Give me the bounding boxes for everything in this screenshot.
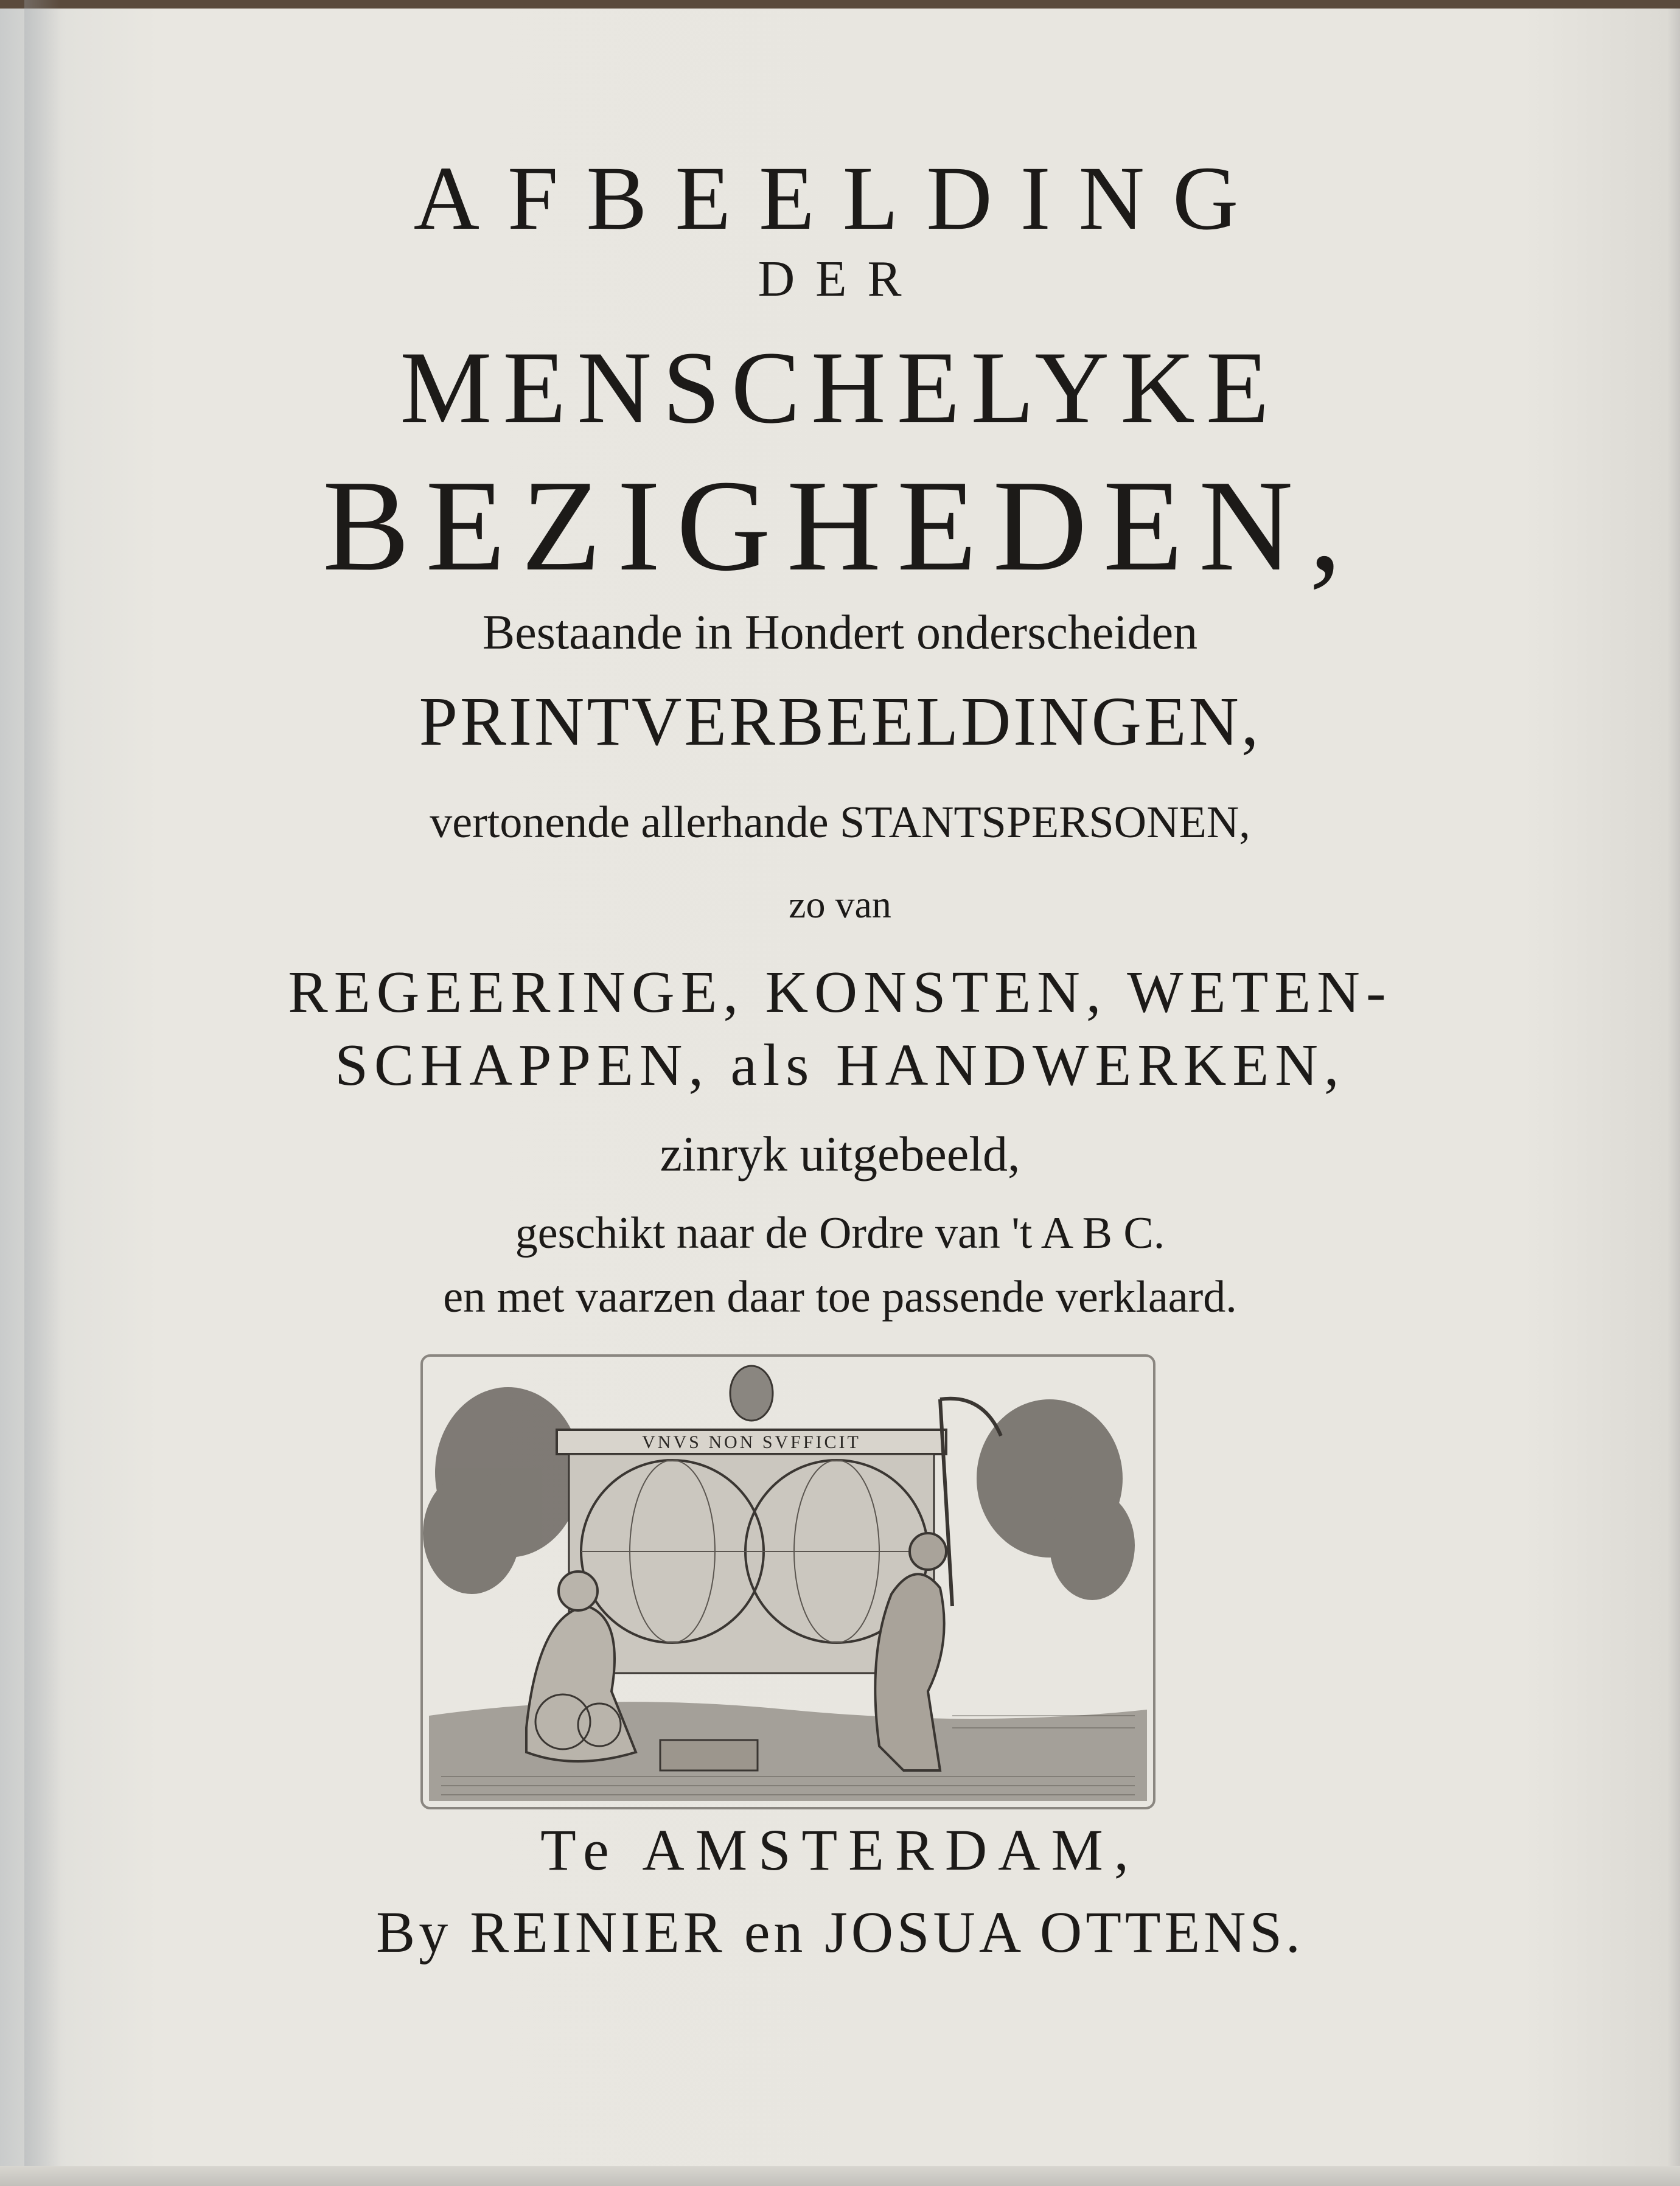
imprint-city: Te AMSTERDAM, <box>540 1817 1140 1882</box>
subtitle-line-8: geschikt naar de Ordre van 't A B C. <box>515 1208 1165 1258</box>
subtitle-line-6: SCHAPPEN, als HANDWERKEN, <box>335 1032 1345 1098</box>
subtitle-line-2: PRINTVERBEELDINGEN, <box>419 683 1261 760</box>
title-line-bezigheden: BEZIGHEDEN, <box>322 453 1358 598</box>
subtitle-line-1: Bestaande in Hondert onderscheiden <box>482 606 1198 660</box>
title-line-der: DER <box>758 251 922 307</box>
subtitle-line-5: REGEERINGE, KONSTEN, WETEN- <box>288 959 1392 1025</box>
title-line-menschelyke: MENSCHELYKE <box>400 330 1280 445</box>
title-line-afbeelding: AFBEELDING <box>413 148 1267 249</box>
standing-figure-head <box>910 1533 946 1570</box>
engraved-vignette <box>417 1351 1159 1813</box>
bust <box>730 1366 773 1421</box>
subtitle-line-9: en met vaarzen daar toe passende verklaard. <box>443 1272 1237 1322</box>
subtitle-line-7: zinryk uitgebeeld, <box>660 1126 1020 1182</box>
subtitle-line-3: vertonende allerhande STANTSPERSONEN, <box>430 798 1250 848</box>
books <box>660 1740 758 1770</box>
seated-figure-head <box>559 1572 598 1610</box>
imprint-publisher: By REINIER en JOSUA OTTENS. <box>376 1899 1304 1965</box>
motto-text: VNVS NON SVFFICIT <box>642 1432 861 1452</box>
subtitle-line-4: zo van <box>789 883 891 926</box>
